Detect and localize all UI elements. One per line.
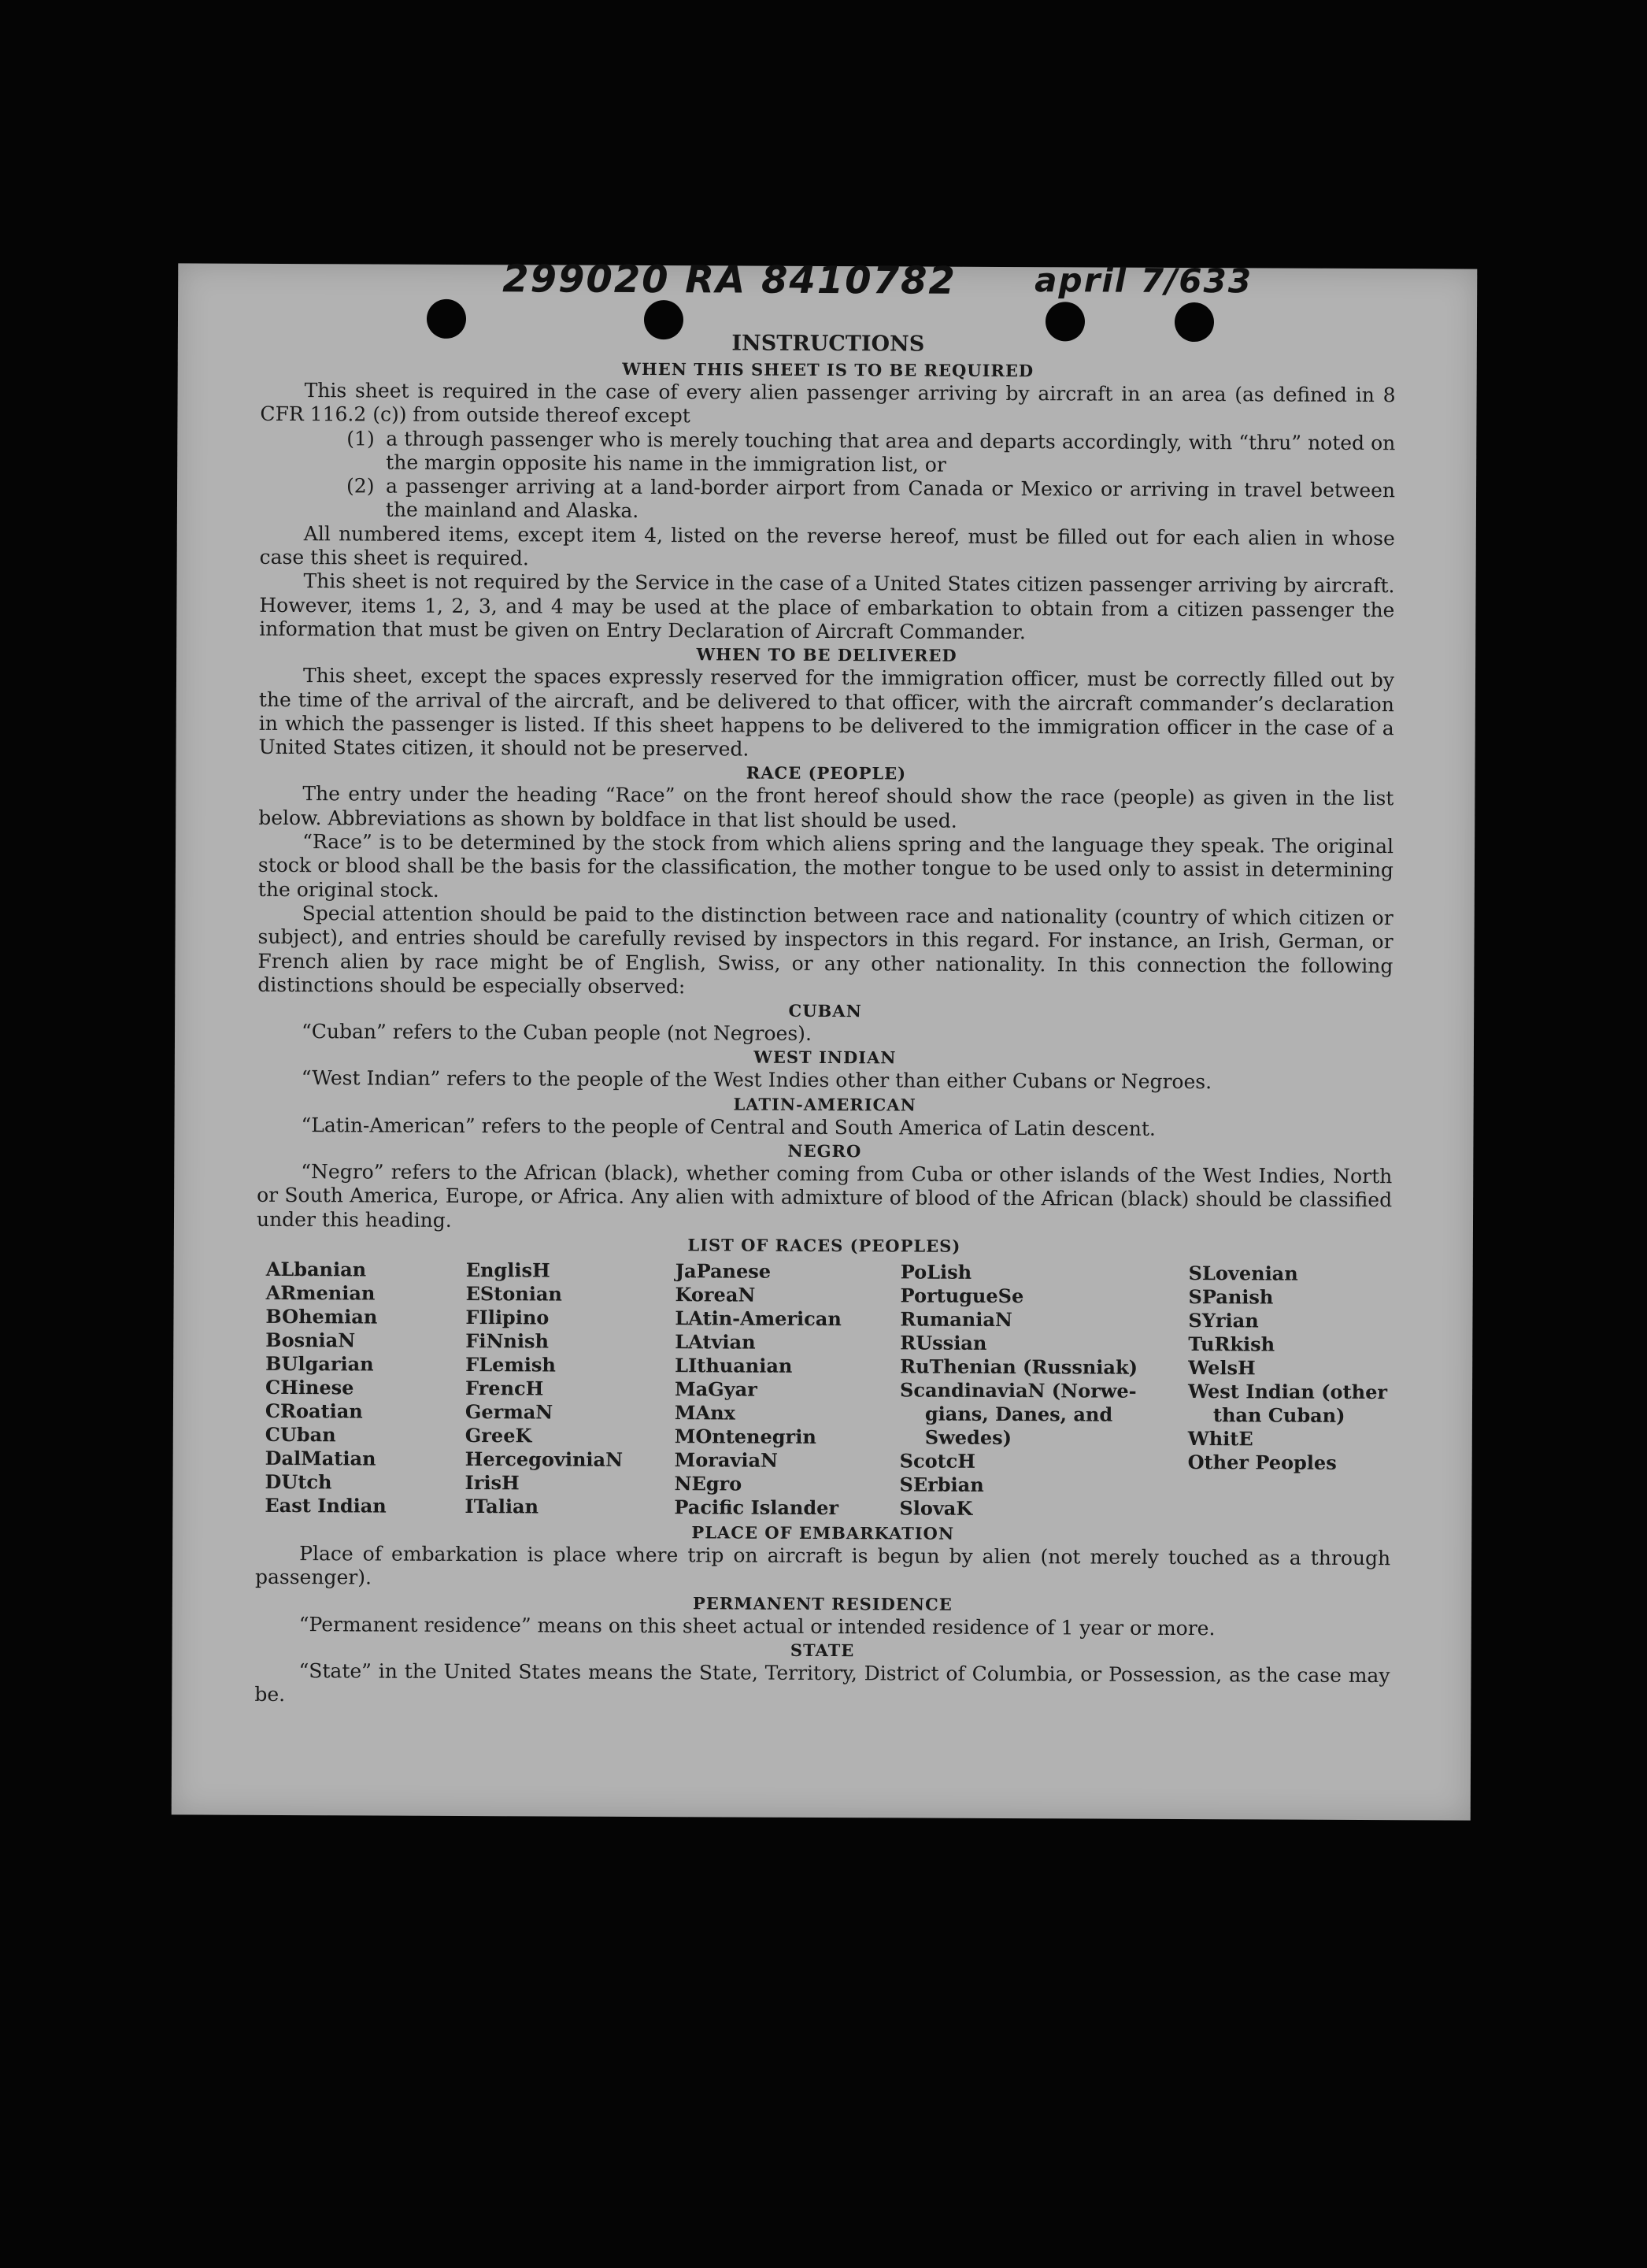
item-number: (2) (346, 474, 375, 498)
section-heading: PLACE OF EMBARKATION (691, 1522, 955, 1544)
race-entry: FIlipino (465, 1305, 550, 1329)
paragraph: This sheet, except the spaces expressly reserved for the immigration officer, must be correctly filled out by the time of the arrival of the aircraft, and be delivered to that officer, with the aircraft commander’s declaration in which the passenger is listed. If this sheet happens to be delivered to the immigration officer in the case of a United States citizen, it should not be preserved. (258, 664, 1395, 761)
race-entry: West Indian (other (1188, 1379, 1388, 1404)
race-entry: RumaniaN (900, 1307, 1012, 1331)
race-entry: DalMatian (265, 1446, 376, 1470)
paragraph: “West Indian” refers to the people of the West Indies other than either Cubans or Negroes. (301, 1066, 1212, 1094)
race-entry: MoraviaN (674, 1448, 779, 1472)
races-column (265, 1258, 465, 1518)
handwritten-date: april 7/633 (1034, 261, 1253, 301)
race-entry: ScandinaviaN (Norwe- (900, 1378, 1137, 1403)
handwritten-file-number: 299020 (502, 257, 670, 302)
race-entry: NEgro (674, 1472, 742, 1495)
race-entry: PoLish (900, 1260, 972, 1284)
race-entry: EnglisH (465, 1258, 550, 1282)
race-entry: BosniaN (265, 1328, 356, 1352)
race-entry: LIthuanian (675, 1354, 793, 1377)
race-entry: SErbian (899, 1473, 984, 1496)
paragraph: Special attention should be paid to the distinction between race and nationality (country of which citizen or subject), and entries should be carefully revised by inspectors in this regard. For instance, an Irish, German, or French alien by race might be of English, Swiss, or any other nationality. In this connection the following distinctions should be especially observed: (257, 902, 1393, 999)
race-entry: RUssian (900, 1331, 987, 1354)
race-entry: MOntenegrin (674, 1425, 816, 1448)
race-entry: GermaN (464, 1399, 553, 1424)
paragraph: The entry under the heading “Race” on the front hereof should show the race (people) as given in the list below. Abbreviations as shown by boldface in that list should be used. (258, 782, 1394, 832)
race-entry: TuRkish (1188, 1332, 1275, 1356)
race-entry: Pacific Islander (674, 1495, 839, 1519)
races-column (1187, 1262, 1393, 1522)
section-heading: PERMANENT RESIDENCE (692, 1592, 953, 1614)
page-title: INSTRUCTIONS (731, 331, 925, 357)
races-list (265, 1258, 1391, 1522)
paragraph: “Cuban” refers to the Cuban people (not Negroes). (301, 1020, 812, 1046)
race-entry: GreeK (464, 1423, 532, 1447)
section-heading: WHEN TO BE DELIVERED (696, 644, 957, 665)
race-entry: DUtch (265, 1469, 332, 1494)
race-entry: FiNnish (465, 1329, 550, 1353)
item-text: a through passenger who is merely touching that area and departs accordingly, with “thru” noted on the margin opposite his name in the immigration list, or (386, 427, 1396, 476)
race-entry: LAtin-American (675, 1306, 842, 1331)
race-entry: HercegoviniaN (464, 1447, 624, 1471)
races-column (899, 1260, 1188, 1521)
paragraph: This sheet is required in the case of every alien passenger arriving by aircraft in an area (as defined in 8 CFR 116.2 (c)) from outside thereof except (260, 379, 1396, 428)
section-heading: CUBAN (788, 1000, 862, 1021)
race-entry: ALbanian (265, 1257, 367, 1281)
race-entry: Swedes) (924, 1425, 1012, 1449)
document-sheet (172, 257, 1478, 1820)
race-entry: SYrian (1188, 1308, 1259, 1332)
race-entry: WelsH (1188, 1355, 1256, 1380)
race-entry: than Cuban) (1212, 1403, 1345, 1427)
paragraph: “Permanent residence” means on this sheet actual or intended residence of 1 year or more. (298, 1612, 1216, 1640)
race-entry: LAtvian (675, 1330, 756, 1354)
section-heading: NEGRO (787, 1140, 862, 1162)
item-text: a passenger arriving at a land-border airport from Canada or Mexico or arriving in travel between the mainland and Alaska. (385, 474, 1396, 523)
section-heading: WEST INDIAN (753, 1047, 897, 1068)
race-entry: ScotcH (899, 1449, 976, 1473)
race-entry: East Indian (265, 1493, 387, 1518)
race-entry: RuThenian (Russniak) (900, 1354, 1138, 1379)
paragraph: “Latin-American” refers to the people of Central and South America of Latin descent. (301, 1113, 1156, 1140)
races-column (464, 1258, 675, 1519)
paragraph: “Race” is to be determined by the stock from which aliens spring and the language they speak. The original stock or blood shall be the basis for the classification, the mother tongue to be used only to assist in determining the original stock. (257, 830, 1394, 902)
race-entry: JaPanese (675, 1259, 772, 1283)
race-entry: FLemish (465, 1352, 556, 1377)
race-entry: gians, Danes, and (924, 1402, 1113, 1426)
race-entry: SLovenian (1188, 1261, 1298, 1285)
paragraph: All numbered items, except item 4, listed on the reverse hereof, must be filled out for each alien in whose case this sheet is required. (259, 521, 1395, 570)
race-entry: EStonian (465, 1281, 562, 1306)
list-item (346, 427, 1395, 479)
race-entry: ITalian (464, 1494, 539, 1518)
section-heading: LIST OF RACES (PEOPLES) (687, 1235, 961, 1256)
list-item (346, 475, 1395, 527)
race-entry: MaGyar (675, 1377, 757, 1401)
race-entry: WhitE (1187, 1426, 1253, 1451)
race-entry: Other Peoples (1187, 1450, 1337, 1474)
race-entry: SPanish (1188, 1284, 1274, 1309)
section-heading: STATE (790, 1640, 855, 1660)
handwritten-reference: RA 8410782 (685, 258, 957, 303)
race-entry: FrencH (465, 1376, 544, 1400)
race-entry: CHinese (265, 1375, 354, 1399)
race-entry: KoreaN (675, 1283, 756, 1306)
races-column (674, 1259, 900, 1520)
race-entry: BOhemian (265, 1304, 378, 1329)
race-entry: MAnx (674, 1401, 735, 1425)
race-entry: BUlgarian (265, 1351, 374, 1376)
race-entry: CUban (265, 1422, 336, 1447)
paragraph: “Negro” refers to the African (black), whether coming from Cuba or other islands of the West Indies, North or South America, Europe, or Africa. Any alien with admixture of blood of the African (black) should be classified under this heading. (256, 1160, 1393, 1232)
race-entry: ARmenian (265, 1280, 376, 1305)
item-number: (1) (346, 426, 375, 450)
race-entry: CRoatian (265, 1399, 363, 1423)
paragraph: Place of embarkation is place where trip on aircraft is begun by alien (not merely touched as a through passenger). (254, 1542, 1391, 1589)
race-entry: IrisH (464, 1470, 520, 1495)
race-entry: SlovaK (899, 1496, 973, 1520)
section-heading: WHEN THIS SHEET IS TO BE REQUIRED (622, 358, 1034, 381)
paragraph: This sheet is not required by the Service in the case of a United States citizen passenger arriving by aircraft. However, items 1, 2, 3, and 4 may be used at the place of embarkation to obtain from a citizen passenger the information that must be given on Entry Declaration of Aircraft Commander. (259, 569, 1395, 644)
section-heading: RACE (PEOPLE) (746, 763, 907, 784)
paragraph: “State” in the United States means the State, Territory, District of Columbia, or Possession, as the case may be. (254, 1658, 1390, 1707)
race-entry: PortugueSe (900, 1284, 1024, 1308)
section-heading: LATIN-AMERICAN (733, 1094, 916, 1115)
instructions-content (254, 323, 1396, 1712)
